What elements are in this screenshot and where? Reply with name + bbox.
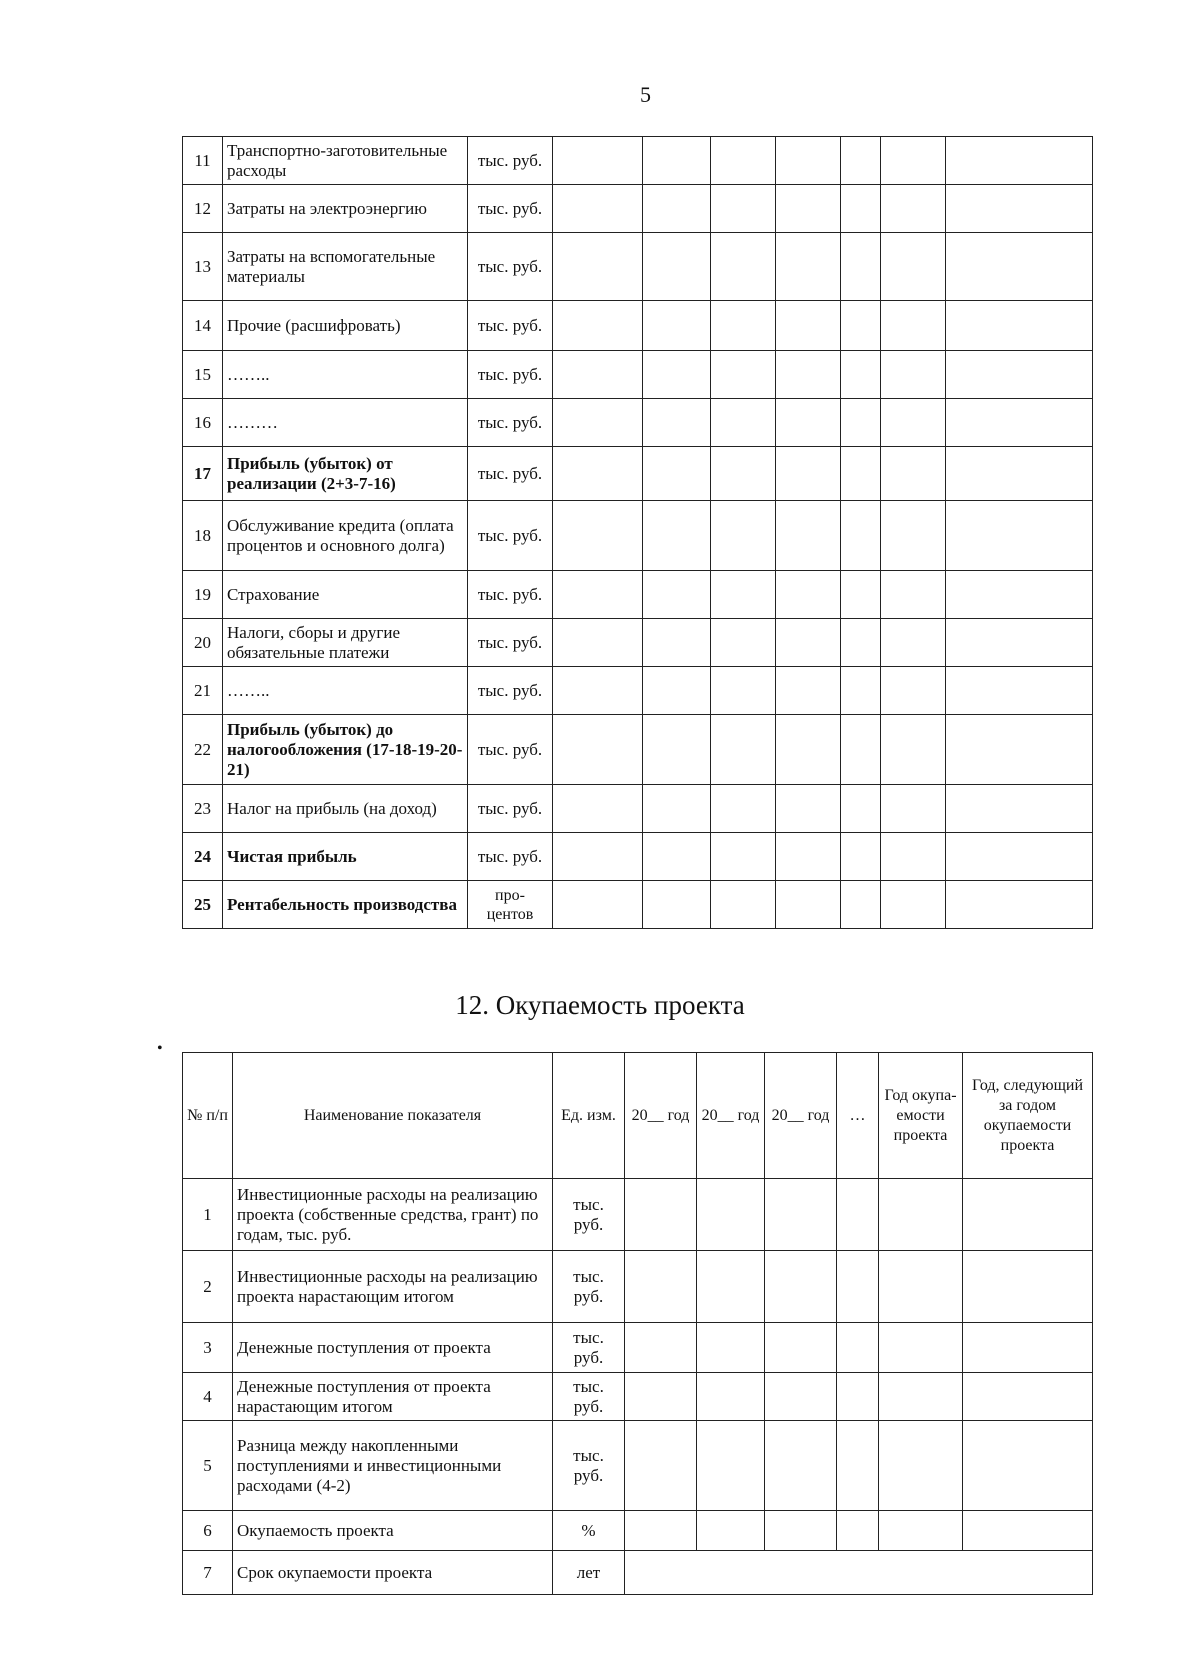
row-name: Затраты на вспомогательные материалы [223,233,468,301]
table-row [183,571,1093,619]
row-unit: тыс. руб. [468,447,553,501]
value-cell[interactable] [841,233,881,301]
value-cell[interactable] [837,1511,879,1551]
value-cell[interactable] [553,619,643,667]
value-cell[interactable] [881,667,946,715]
table-row [183,715,1093,785]
row-number: 13 [183,233,223,301]
table-row [183,233,1093,301]
row-unit: тыс. руб. [468,667,553,715]
value-cell[interactable] [841,351,881,399]
row-unit: тыс. руб. [468,833,553,881]
value-cell[interactable] [697,1421,765,1511]
table-row [183,1421,1093,1511]
value-cell[interactable] [963,1323,1093,1373]
row-number: 11 [183,137,223,185]
value-cell[interactable] [697,1323,765,1373]
value-cell[interactable] [881,785,946,833]
value-cell[interactable] [643,301,711,351]
row-unit: тыс. руб. [553,1323,625,1373]
row-name: Обслуживание кредита (оплата процентов и основного долга) [223,501,468,571]
value-cell[interactable] [881,715,946,785]
value-cell[interactable] [553,399,643,447]
value-cell[interactable] [697,1373,765,1421]
table-header-row [183,1053,1093,1179]
value-cell[interactable] [837,1373,879,1421]
table-row [183,351,1093,399]
value-cell[interactable] [776,301,841,351]
value-cell[interactable] [625,1323,697,1373]
row-number: 21 [183,667,223,715]
row-name: Разница между накопленными поступлениями и инвестиционными расходами (4-2) [233,1421,553,1511]
row-number: 1 [183,1179,233,1251]
row-unit: тыс. руб. [468,233,553,301]
value-cell[interactable] [643,881,711,929]
value-cell[interactable] [946,785,1093,833]
table-row [183,1251,1093,1323]
table-row [183,501,1093,571]
value-cell[interactable] [553,715,643,785]
value-cell[interactable] [776,233,841,301]
value-cell[interactable] [946,447,1093,501]
value-cell[interactable] [837,1251,879,1323]
value-cell[interactable] [776,881,841,929]
value-cell[interactable] [776,571,841,619]
value-cell[interactable] [841,667,881,715]
value-cell[interactable] [837,1421,879,1511]
table-row [183,1179,1093,1251]
value-cell[interactable] [776,185,841,233]
value-cell[interactable] [946,301,1093,351]
table-row [183,785,1093,833]
value-cell[interactable] [879,1179,963,1251]
value-cell[interactable] [711,833,776,881]
value-cell[interactable] [841,715,881,785]
header-name: Наименование показателя [233,1053,553,1179]
row-number: 22 [183,715,223,785]
value-cell[interactable] [879,1511,963,1551]
value-cell[interactable] [711,715,776,785]
value-cell[interactable] [946,501,1093,571]
value-cell[interactable] [643,571,711,619]
row-number: 16 [183,399,223,447]
row-name: Прочие (расшифровать) [223,301,468,351]
value-cell[interactable] [776,399,841,447]
header-more: … [837,1053,879,1179]
section-title: 12. Окупаемость проекта [455,990,745,1020]
value-cell[interactable] [841,833,881,881]
row-name: Срок окупаемости проекта [233,1551,553,1595]
value-cell[interactable] [711,137,776,185]
value-cell[interactable] [625,1421,697,1511]
value-cell[interactable] [881,351,946,399]
row-name: …….. [223,351,468,399]
value-cell[interactable] [711,619,776,667]
value-cell[interactable] [963,1511,1093,1551]
table-row [183,399,1093,447]
table-row [183,1511,1093,1551]
value-cell[interactable] [879,1251,963,1323]
value-cell[interactable] [625,1251,697,1323]
row-name: Чистая прибыль [223,833,468,881]
value-cell[interactable] [841,301,881,351]
value-cell[interactable] [946,667,1093,715]
table-row [183,1323,1093,1373]
value-cell[interactable] [879,1323,963,1373]
bullet-mark: • [157,1040,163,1057]
value-cell[interactable] [553,137,643,185]
value-cell[interactable] [553,351,643,399]
value-cell[interactable] [553,667,643,715]
value-cell[interactable] [963,1251,1093,1323]
row-number: 5 [183,1421,233,1511]
value-cell[interactable] [776,619,841,667]
row-number: 24 [183,833,223,881]
value-cell[interactable] [946,715,1093,785]
value-cell[interactable] [879,1421,963,1511]
row-number: 6 [183,1511,233,1551]
row-unit: тыс. руб. [468,137,553,185]
row-unit: тыс. руб. [553,1251,625,1323]
row-name: Прибыль (убыток) от реализации (2+3-7-16) [223,447,468,501]
header-year-2: 20__ год [697,1053,765,1179]
value-cell[interactable] [841,881,881,929]
value-cell[interactable] [765,1251,837,1323]
row-number: 23 [183,785,223,833]
value-cell[interactable] [946,833,1093,881]
row-name: Налог на прибыль (на доход) [223,785,468,833]
value-cell[interactable] [711,185,776,233]
value-cell[interactable] [881,833,946,881]
value-cell[interactable] [841,785,881,833]
row-number: 17 [183,447,223,501]
value-cell[interactable] [553,185,643,233]
row-number: 19 [183,571,223,619]
header-year-1: 20__ год [625,1053,697,1179]
row-name: Транспортно-заготовительные расходы [223,137,468,185]
table-row [183,1551,1093,1595]
value-cell[interactable] [643,833,711,881]
value-cell[interactable] [711,399,776,447]
value-cell[interactable] [711,351,776,399]
row-name: Денежные поступления от проекта [233,1323,553,1373]
row-name: …….. [223,667,468,715]
value-cell[interactable] [963,1179,1093,1251]
row-unit: тыс. руб. [468,619,553,667]
value-cell[interactable] [711,667,776,715]
value-cell[interactable] [643,351,711,399]
value-cell[interactable] [765,1511,837,1551]
row-number: 14 [183,301,223,351]
profit-table [182,136,1093,929]
value-cell[interactable] [643,619,711,667]
value-cell[interactable] [837,1179,879,1251]
value-cell[interactable] [643,185,711,233]
table-row [183,301,1093,351]
row-unit: тыс. руб. [468,785,553,833]
value-cell[interactable] [711,233,776,301]
value-cell[interactable] [881,233,946,301]
row-unit: тыс. руб. [468,571,553,619]
value-cell[interactable] [776,667,841,715]
row-number: 15 [183,351,223,399]
row-unit: тыс. руб. [553,1421,625,1511]
value-cell[interactable] [765,1323,837,1373]
value-cell[interactable] [643,399,711,447]
value-cell[interactable] [841,571,881,619]
value-cell[interactable] [776,501,841,571]
row-name: Инвестиционные расходы на реализацию проекта нарастающим итогом [233,1251,553,1323]
value-cell[interactable] [697,1251,765,1323]
row-name: Инвестиционные расходы на реализацию проекта (собственные средства, грант) по годам, тыс. руб. [233,1179,553,1251]
value-cell[interactable] [711,881,776,929]
row-unit: тыс. руб. [468,715,553,785]
table-row [183,619,1093,667]
value-cell[interactable] [643,137,711,185]
value-cell[interactable] [765,1421,837,1511]
value-cell[interactable] [553,785,643,833]
table-row [183,185,1093,233]
row-number: 7 [183,1551,233,1595]
row-name: Прибыль (убыток) до налогообложения (17-18-19-20-21) [223,715,468,785]
value-cell[interactable] [946,619,1093,667]
value-cell[interactable] [553,501,643,571]
table-row [183,1373,1093,1421]
table-row [183,881,1093,929]
value-cell[interactable] [711,301,776,351]
value-cell[interactable] [776,137,841,185]
row-unit: тыс. руб. [468,185,553,233]
row-unit: тыс. руб. [553,1179,625,1251]
header-next-year: Год, следующий за годом окупаемости проекта [963,1053,1093,1179]
value-cell[interactable] [643,667,711,715]
value-cell[interactable] [963,1373,1093,1421]
value-cell[interactable] [841,501,881,571]
value-cell[interactable] [553,571,643,619]
value-cell[interactable] [697,1179,765,1251]
value-cell[interactable] [776,351,841,399]
value-cell[interactable] [946,185,1093,233]
value-cell[interactable] [881,137,946,185]
value-cell[interactable] [841,137,881,185]
value-cell[interactable] [776,715,841,785]
value-cell[interactable] [881,619,946,667]
value-cell[interactable] [881,881,946,929]
value-cell[interactable] [946,233,1093,301]
value-cell[interactable] [553,447,643,501]
row-unit: лет [553,1551,625,1595]
row-name: Страхование [223,571,468,619]
page-number: 5 [640,82,651,107]
row-number: 25 [183,881,223,929]
value-cell[interactable] [643,447,711,501]
value-cell[interactable] [963,1421,1093,1511]
value-cell[interactable] [881,501,946,571]
value-cell[interactable] [841,399,881,447]
value-cell[interactable] [711,501,776,571]
value-cell[interactable] [946,351,1093,399]
row-number: 20 [183,619,223,667]
value-cell[interactable] [776,785,841,833]
value-cell[interactable] [625,1511,697,1551]
value-cell[interactable] [553,301,643,351]
row-number: 2 [183,1251,233,1323]
header-num: № п/п [183,1053,233,1179]
value-cell[interactable] [697,1511,765,1551]
value-cell[interactable] [946,571,1093,619]
value-cell[interactable] [841,619,881,667]
value-cell-merged[interactable] [625,1551,1093,1595]
row-number: 3 [183,1323,233,1373]
value-cell[interactable] [625,1373,697,1421]
value-cell[interactable] [776,447,841,501]
header-unit: Ед. изм. [553,1053,625,1179]
value-cell[interactable] [765,1373,837,1421]
value-cell[interactable] [881,447,946,501]
value-cell[interactable] [837,1323,879,1373]
row-number: 4 [183,1373,233,1421]
value-cell[interactable] [625,1179,697,1251]
value-cell[interactable] [946,399,1093,447]
row-unit: тыс. руб. [553,1373,625,1421]
row-name: Затраты на электроэнергию [223,185,468,233]
row-unit: тыс. руб. [468,501,553,571]
value-cell[interactable] [946,881,1093,929]
row-number: 12 [183,185,223,233]
value-cell[interactable] [643,501,711,571]
value-cell[interactable] [776,833,841,881]
value-cell[interactable] [765,1179,837,1251]
value-cell[interactable] [881,185,946,233]
row-unit: тыс. руб. [468,301,553,351]
row-unit: % [553,1511,625,1551]
value-cell[interactable] [553,881,643,929]
value-cell[interactable] [553,233,643,301]
value-cell[interactable] [841,185,881,233]
value-cell[interactable] [711,785,776,833]
row-name: Денежные поступления от проекта нарастающим итогом [233,1373,553,1421]
value-cell[interactable] [946,137,1093,185]
header-payback-year: Год окупа-емости проекта [879,1053,963,1179]
table-row [183,137,1093,185]
payback-table [182,1052,1093,1595]
value-cell[interactable] [643,233,711,301]
row-number: 18 [183,501,223,571]
value-cell[interactable] [881,571,946,619]
value-cell[interactable] [553,833,643,881]
table-row [183,447,1093,501]
value-cell[interactable] [711,571,776,619]
value-cell[interactable] [643,715,711,785]
value-cell[interactable] [881,399,946,447]
row-unit: про-центов [468,881,553,929]
row-name: Рентабельность производства [223,881,468,929]
row-unit: тыс. руб. [468,399,553,447]
row-unit: тыс. руб. [468,351,553,399]
table-row [183,833,1093,881]
value-cell[interactable] [879,1373,963,1421]
row-name: Налоги, сборы и другие обязательные платежи [223,619,468,667]
value-cell[interactable] [881,301,946,351]
value-cell[interactable] [711,447,776,501]
row-name: ……… [223,399,468,447]
value-cell[interactable] [841,447,881,501]
row-name: Окупаемость проекта [233,1511,553,1551]
value-cell[interactable] [643,785,711,833]
table-row [183,667,1093,715]
header-year-3: 20__ год [765,1053,837,1179]
